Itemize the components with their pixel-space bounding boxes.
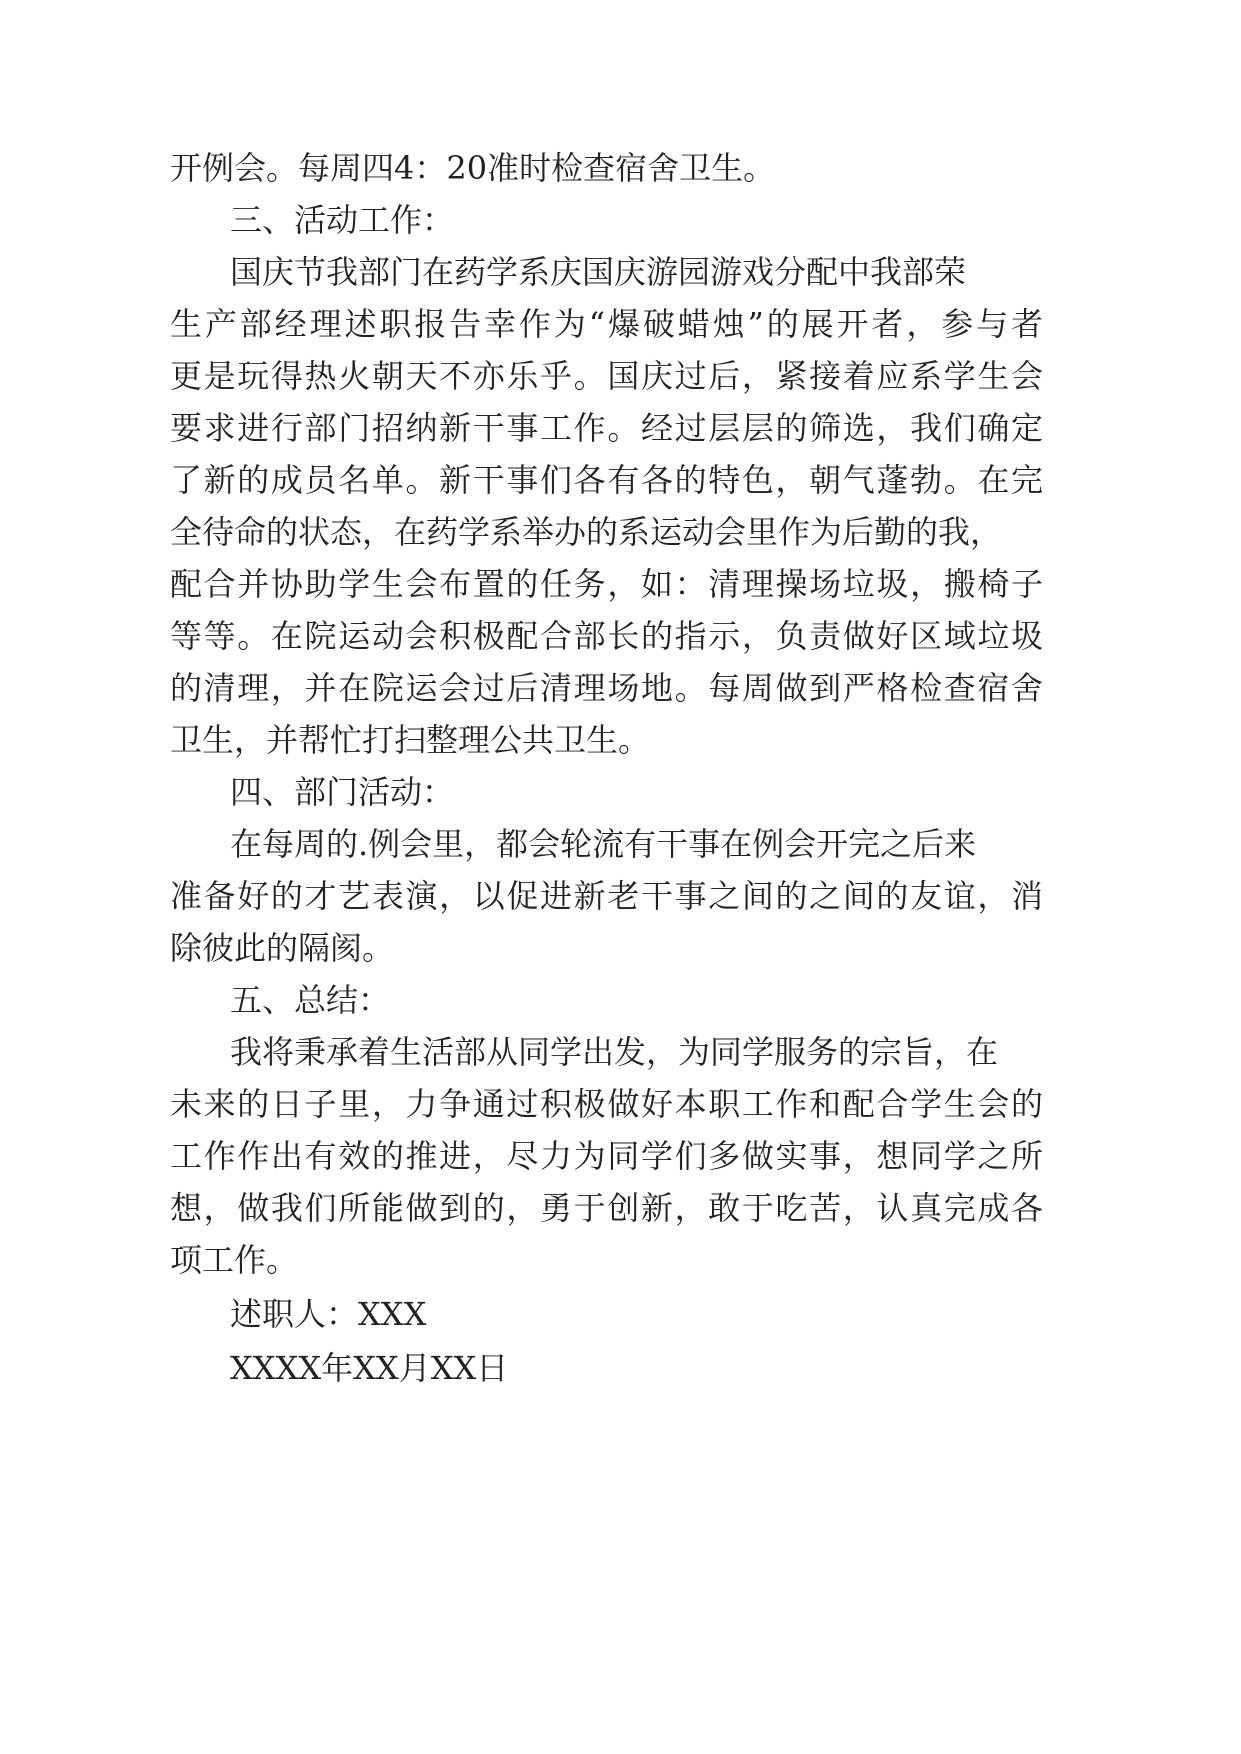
date-line: XXXX年XX月XX日	[230, 1349, 509, 1387]
text-line: 开例会。每周四4：20准时检查宿舍卫生。	[170, 149, 776, 187]
text-line: 项工作。	[170, 1241, 299, 1279]
text-line: 想，做我们所能做到的，勇于创新，敢于吃苦，认真完成各	[170, 1189, 1043, 1227]
text-line: 未来的日子里，力争通过积极做好本职工作和配合学生会的	[170, 1085, 1043, 1123]
text-line: 了新的成员名单。新干事们各有各的特色，朝气蓬勃。在完	[170, 461, 1043, 499]
section-heading: 四、部门活动：	[230, 773, 455, 811]
text-line: 国庆节我部门在药学系庆国庆游园游戏分配中我部荣	[230, 253, 967, 291]
text-line: 卫生，并帮忙打扫整理公共卫生。	[170, 721, 651, 759]
text-line: 工作作出有效的推进，尽力为同学们多做实事，想同学之所	[170, 1137, 1043, 1175]
section-heading: 三、活动工作：	[230, 201, 455, 239]
text-line: 全待命的状态，在药学系举办的系运动会里作为后勤的我，	[170, 513, 1003, 551]
text-line: 准备好的才艺表演，以促进新老干事之间的之间的友谊，消	[170, 877, 1043, 915]
text-line: 等等。在院运动会积极配合部长的指示，负责做好区域垃圾	[170, 617, 1043, 655]
text-line: 更是玩得热火朝天不亦乐乎。国庆过后，紧接着应系学生会	[170, 357, 1043, 395]
text-line: 的清理，并在院运会过后清理场地。每周做到严格检查宿舍	[170, 669, 1043, 707]
section-heading: 五、总结：	[230, 981, 391, 1019]
text-line: 我将秉承着生活部从同学出发，为同学服务的宗旨，在	[230, 1033, 999, 1071]
text-line: 配合并协助学生会布置的任务，如：清理操场垃圾，搬椅子	[170, 565, 1043, 603]
text-line: 在每周的.例会里，都会轮流有干事在例会开完之后来	[230, 825, 977, 863]
text-line: 生产部经理述职报告幸作为“爆破蜡烛”的展开者，参与者	[170, 305, 1043, 343]
signature-line: 述职人：XXX	[230, 1295, 427, 1333]
text-line: 除彼此的隔阂。	[170, 929, 395, 967]
text-line: 要求进行部门招纳新干事工作。经过层层的筛选，我们确定	[170, 409, 1043, 447]
